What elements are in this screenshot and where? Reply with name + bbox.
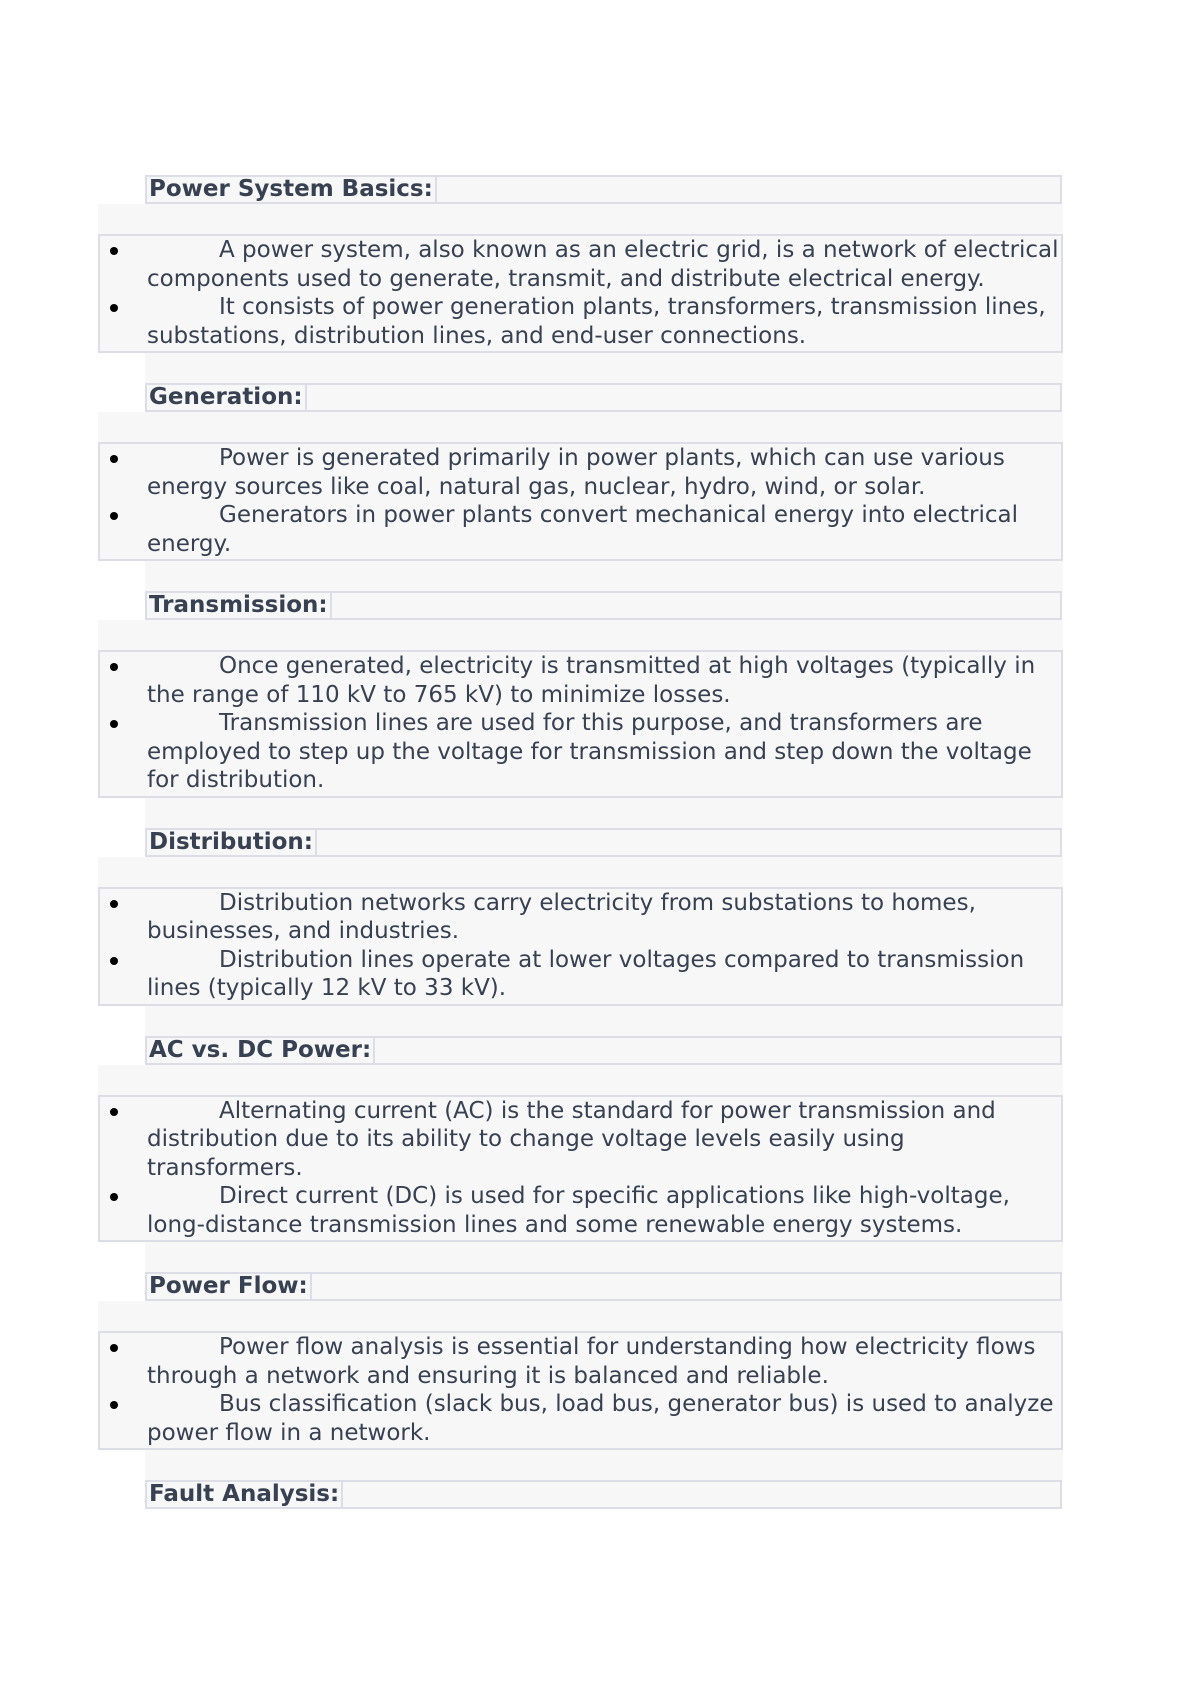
list-item bbox=[100, 946, 1059, 1003]
spacer bbox=[98, 857, 1063, 887]
bullet-list bbox=[98, 650, 1063, 798]
list-item bbox=[100, 889, 1059, 946]
spacer bbox=[98, 204, 1063, 234]
list-item bbox=[100, 652, 1059, 709]
bullet-icon bbox=[110, 1344, 118, 1352]
list-item bbox=[100, 1390, 1059, 1447]
list-item bbox=[100, 1333, 1059, 1390]
document-body bbox=[98, 175, 1063, 1509]
list-item-text: A power system, also known as an electric grid, is a network of electrical components used to generate, transmit, and distribute electrical energy. bbox=[147, 237, 1059, 292]
list-item-text: Generators in power plants convert mechanical energy into electrical energy. bbox=[147, 502, 1019, 557]
list-item bbox=[100, 501, 1059, 558]
list-item bbox=[100, 709, 1059, 795]
list-item-text: Alternating current (AC) is the standard for power transmission and distribution due to its ability to change voltage levels easily using transformers. bbox=[147, 1097, 996, 1181]
list-item-text: Bus classification (slack bus, load bus, generator bus) is used to analyze power flow in a network. bbox=[147, 1391, 1054, 1446]
bullet-icon bbox=[110, 1401, 118, 1409]
section-heading: Distribution: bbox=[147, 830, 317, 855]
bullet-list bbox=[98, 887, 1063, 1006]
list-item-text: Power is generated primarily in power plants, which can use various energy sources like coal, natural gas, nuclear, hydro, wind, or solar. bbox=[147, 445, 1005, 500]
section-power-flow bbox=[98, 1272, 1063, 1480]
section-heading: Fault Analysis: bbox=[147, 1482, 343, 1507]
spacer bbox=[98, 1065, 1063, 1095]
list-item-text: Transmission lines are used for this purpose, and transformers are employed to step up the voltage for transmission and step down the voltage for distribution. bbox=[147, 710, 1032, 793]
bullet-list bbox=[98, 234, 1063, 353]
bullet-icon bbox=[110, 957, 118, 965]
section-heading-row bbox=[145, 1036, 1062, 1065]
spacer bbox=[145, 1006, 1063, 1036]
list-item-text: Distribution lines operate at lower voltages compared to transmission lines (typically 12 kV to 33 kV). bbox=[147, 946, 1025, 1001]
bullet-icon bbox=[110, 304, 118, 312]
section-heading-row bbox=[145, 591, 1062, 620]
section-heading-row bbox=[145, 1272, 1062, 1301]
section-heading: AC vs. DC Power: bbox=[147, 1038, 375, 1063]
bullet-icon bbox=[110, 1193, 118, 1201]
section-transmission bbox=[98, 591, 1063, 828]
spacer bbox=[145, 353, 1063, 383]
list-item bbox=[100, 293, 1059, 350]
section-heading: Transmission: bbox=[147, 593, 332, 618]
bullet-icon bbox=[110, 720, 118, 728]
spacer bbox=[145, 1242, 1063, 1272]
section-power-system-basics bbox=[98, 175, 1063, 383]
section-distribution bbox=[98, 828, 1063, 1036]
section-heading: Power Flow: bbox=[147, 1274, 312, 1299]
section-ac-vs-dc bbox=[98, 1036, 1063, 1273]
list-item bbox=[100, 444, 1059, 501]
bullet-list bbox=[98, 442, 1063, 561]
bullet-icon bbox=[110, 455, 118, 463]
section-heading: Generation: bbox=[147, 385, 307, 410]
spacer bbox=[98, 1301, 1063, 1331]
list-item-text: It consists of power generation plants, transformers, transmission lines, substations, distribution lines, and end-user connections. bbox=[147, 294, 1046, 349]
section-heading-row bbox=[145, 828, 1062, 857]
list-item-text: Distribution networks carry electricity from substations to homes, businesses, and industries. bbox=[147, 889, 976, 944]
bullet-icon bbox=[110, 900, 118, 908]
list-item-text: Once generated, electricity is transmitted at high voltages (typically in the range of 110 kV to 765 kV) to minimize losses. bbox=[147, 653, 1036, 708]
list-item-text: Power flow analysis is essential for understanding how electricity flows through a network and ensuring it is balanced and reliable. bbox=[147, 1334, 1036, 1389]
spacer bbox=[98, 412, 1063, 442]
bullet-icon bbox=[110, 247, 118, 255]
section-heading-row bbox=[145, 383, 1062, 412]
list-item bbox=[100, 1097, 1059, 1183]
list-item bbox=[100, 1182, 1059, 1239]
list-item-text: Direct current (DC) is used for specific applications like high-voltage, long-distance transmission lines and some renewable energy systems. bbox=[147, 1183, 1010, 1238]
spacer bbox=[145, 561, 1063, 591]
bullet-icon bbox=[110, 512, 118, 520]
section-heading-row bbox=[145, 1480, 1062, 1509]
list-item bbox=[100, 236, 1059, 293]
spacer bbox=[145, 1450, 1063, 1480]
bullet-list bbox=[98, 1331, 1063, 1450]
section-heading-row bbox=[145, 175, 1062, 204]
spacer bbox=[145, 798, 1063, 828]
bullet-icon bbox=[110, 1108, 118, 1116]
bullet-icon bbox=[110, 663, 118, 671]
spacer bbox=[98, 620, 1063, 650]
section-heading: Power System Basics: bbox=[147, 177, 437, 202]
section-generation bbox=[98, 383, 1063, 591]
bullet-list bbox=[98, 1095, 1063, 1243]
section-fault-analysis bbox=[98, 1480, 1063, 1509]
